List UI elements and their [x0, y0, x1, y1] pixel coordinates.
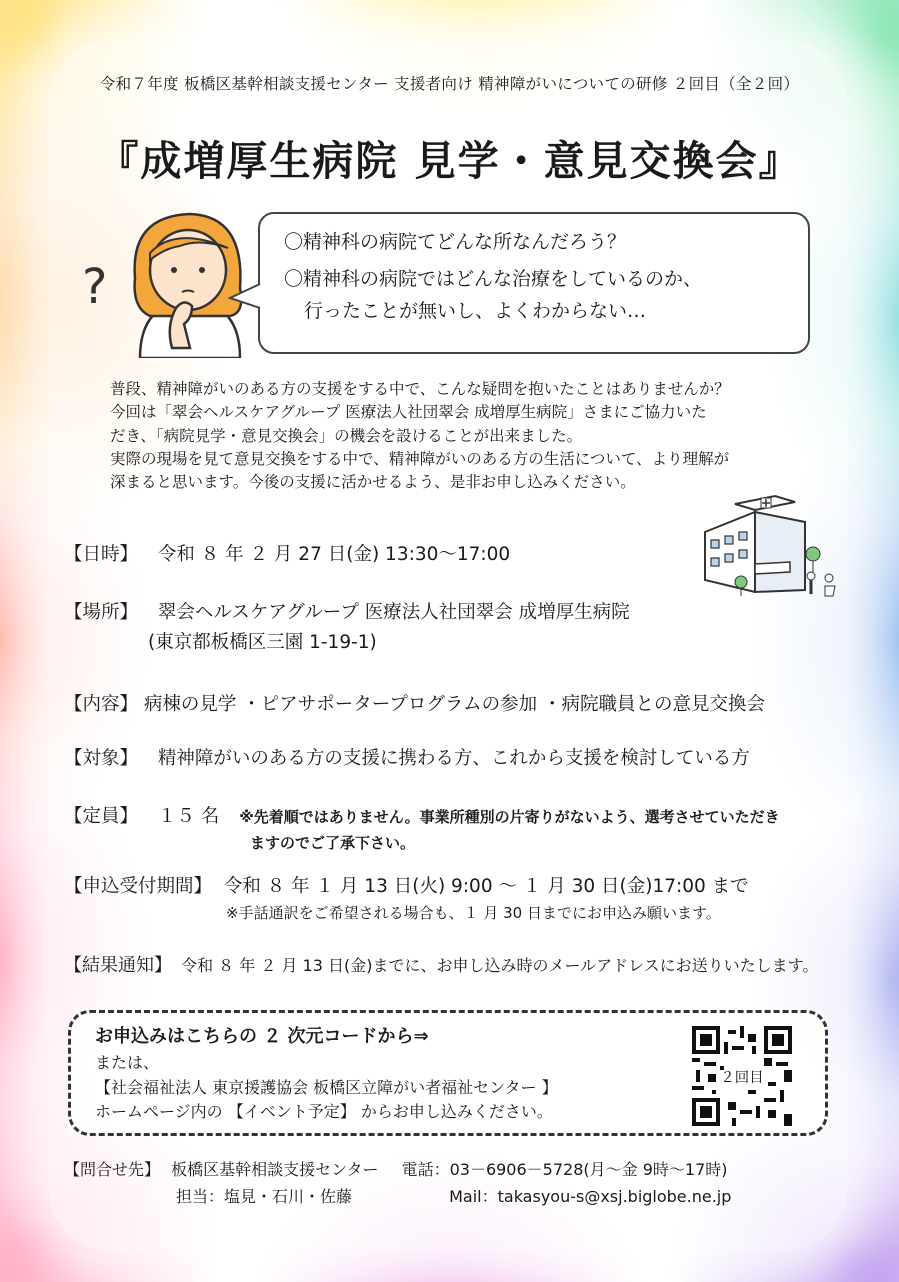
capacity-note-2: ますのでご了承下さい。 [250, 833, 416, 852]
target-label: 【対象】 [64, 748, 139, 769]
contact-staff: 担当：塩見・石川・佐藤 [176, 1187, 353, 1207]
thinking-woman-illustration [80, 208, 250, 358]
intro-line: 今回は「翠会ヘルスケアグループ 医療法人社団翠会 成増厚生病院」さまにご協力いた [110, 403, 707, 422]
place-address: (東京都板橋区三園 1-19-1) [148, 631, 377, 653]
qr-overlay-label: ２回目 [720, 1070, 764, 1086]
result-row [64, 952, 818, 981]
application-heading: お申込みはこちらの ２ 次元コードから⇒ [95, 1026, 429, 1047]
capacity-value: １５ 名 [157, 806, 220, 827]
event-kicker: 令和７年度 板橋区基幹相談支援センター 支援者向け 精神障がいについての研修 ２回目（全２回） [99, 75, 800, 93]
page-title: 『成増厚生病院 見学・意見交換会』 [97, 137, 802, 185]
question-line-3: 行ったことが無いし、よくわからない… [304, 299, 647, 322]
intro-line: だき、「病院見学・意見交換会」の機会を設けることが出来ました。 [110, 426, 583, 445]
place-label: 【場所】 [64, 602, 139, 623]
date-value: 令和 ８ 年 ２ 月 27 日(金) 13:30～17:00 [157, 544, 511, 565]
question-mark-icon: ? [82, 259, 108, 315]
place-row [64, 598, 630, 657]
capacity-note: ※先着順ではありません。事業所種別の片寄りがないよう、選考させていただき [239, 808, 780, 826]
content-row [64, 690, 765, 720]
period-note: ※手話通訳をご希望される場合も、１ 月 30 日までにお申込み願います。 [226, 903, 721, 922]
intro-line: 普段、精神障がいのある方の支援をする中で、こんな疑問を抱いたことはありませんか？ [110, 380, 730, 398]
period-value: 令和 ８ 年 １ 月 13 日(火) 9:00 ～ １ 月 30 日(金)17:00 まで [223, 876, 749, 897]
question-line-1: 〇精神科の病院てどんな所なんだろう？ [284, 231, 627, 253]
qr-code[interactable] [692, 1026, 792, 1126]
result-label: 【結果通知】 [64, 955, 172, 976]
contact-mail[interactable]: Mail：takasyou-s@xsj.biglobe.ne.jp [449, 1187, 732, 1207]
content-label: 【内容】 [64, 694, 139, 715]
content-value: 病棟の見学 ・ピアサポータープログラムの参加 ・病院職員との意見交換会 [143, 694, 766, 715]
capacity-row [64, 802, 780, 854]
contact-phone: 電話：03－6906－5728(月～金 9時～17時) [401, 1160, 728, 1179]
result-value: 令和 ８ 年 ２ 月 13 日(金)までに、お申し込み時のメールアドレスにお送りいたします。 [181, 956, 819, 975]
date-row [64, 540, 510, 570]
question-line-2: 〇精神科の病院ではどんな治療をしているのか、 [284, 268, 703, 291]
intro-line: 深まると思います。今後の支援に活かせるよう、是非お申し込みください。 [110, 473, 636, 491]
period-label: 【申込受付期間】 [64, 876, 213, 897]
date-label: 【日時】 [64, 544, 139, 565]
contact-section [64, 1156, 731, 1210]
application-instruction: ホームページ内の 【イベント予定】 からお申し込みください。 [95, 1102, 553, 1122]
contact-org: 板橋区基幹相談支援センター [171, 1160, 379, 1179]
contact-label: 【問合せ先】 [64, 1160, 161, 1179]
speech-bubble-tail [228, 282, 262, 312]
intro-line: 実際の現場を見て意見交換をする中で、精神障がいのある方の生活について、より理解が [110, 449, 730, 468]
capacity-label: 【定員】 [64, 806, 139, 827]
hospital-icon [695, 492, 845, 604]
place-value: 翠会ヘルスケアグループ 医療法人社団翠会 成増厚生病院 [157, 602, 630, 623]
period-row [64, 872, 749, 924]
application-org: 【社会福祉法人 東京援護協会 板橋区立障がい者福祉センター 】 [95, 1077, 558, 1097]
application-line: または、 [95, 1052, 160, 1072]
speech-bubble [258, 212, 810, 354]
target-value: 精神障がいのある方の支援に携わる方、これから支援を検討している方 [157, 748, 750, 769]
target-row [64, 744, 750, 774]
intro-text [110, 378, 800, 494]
